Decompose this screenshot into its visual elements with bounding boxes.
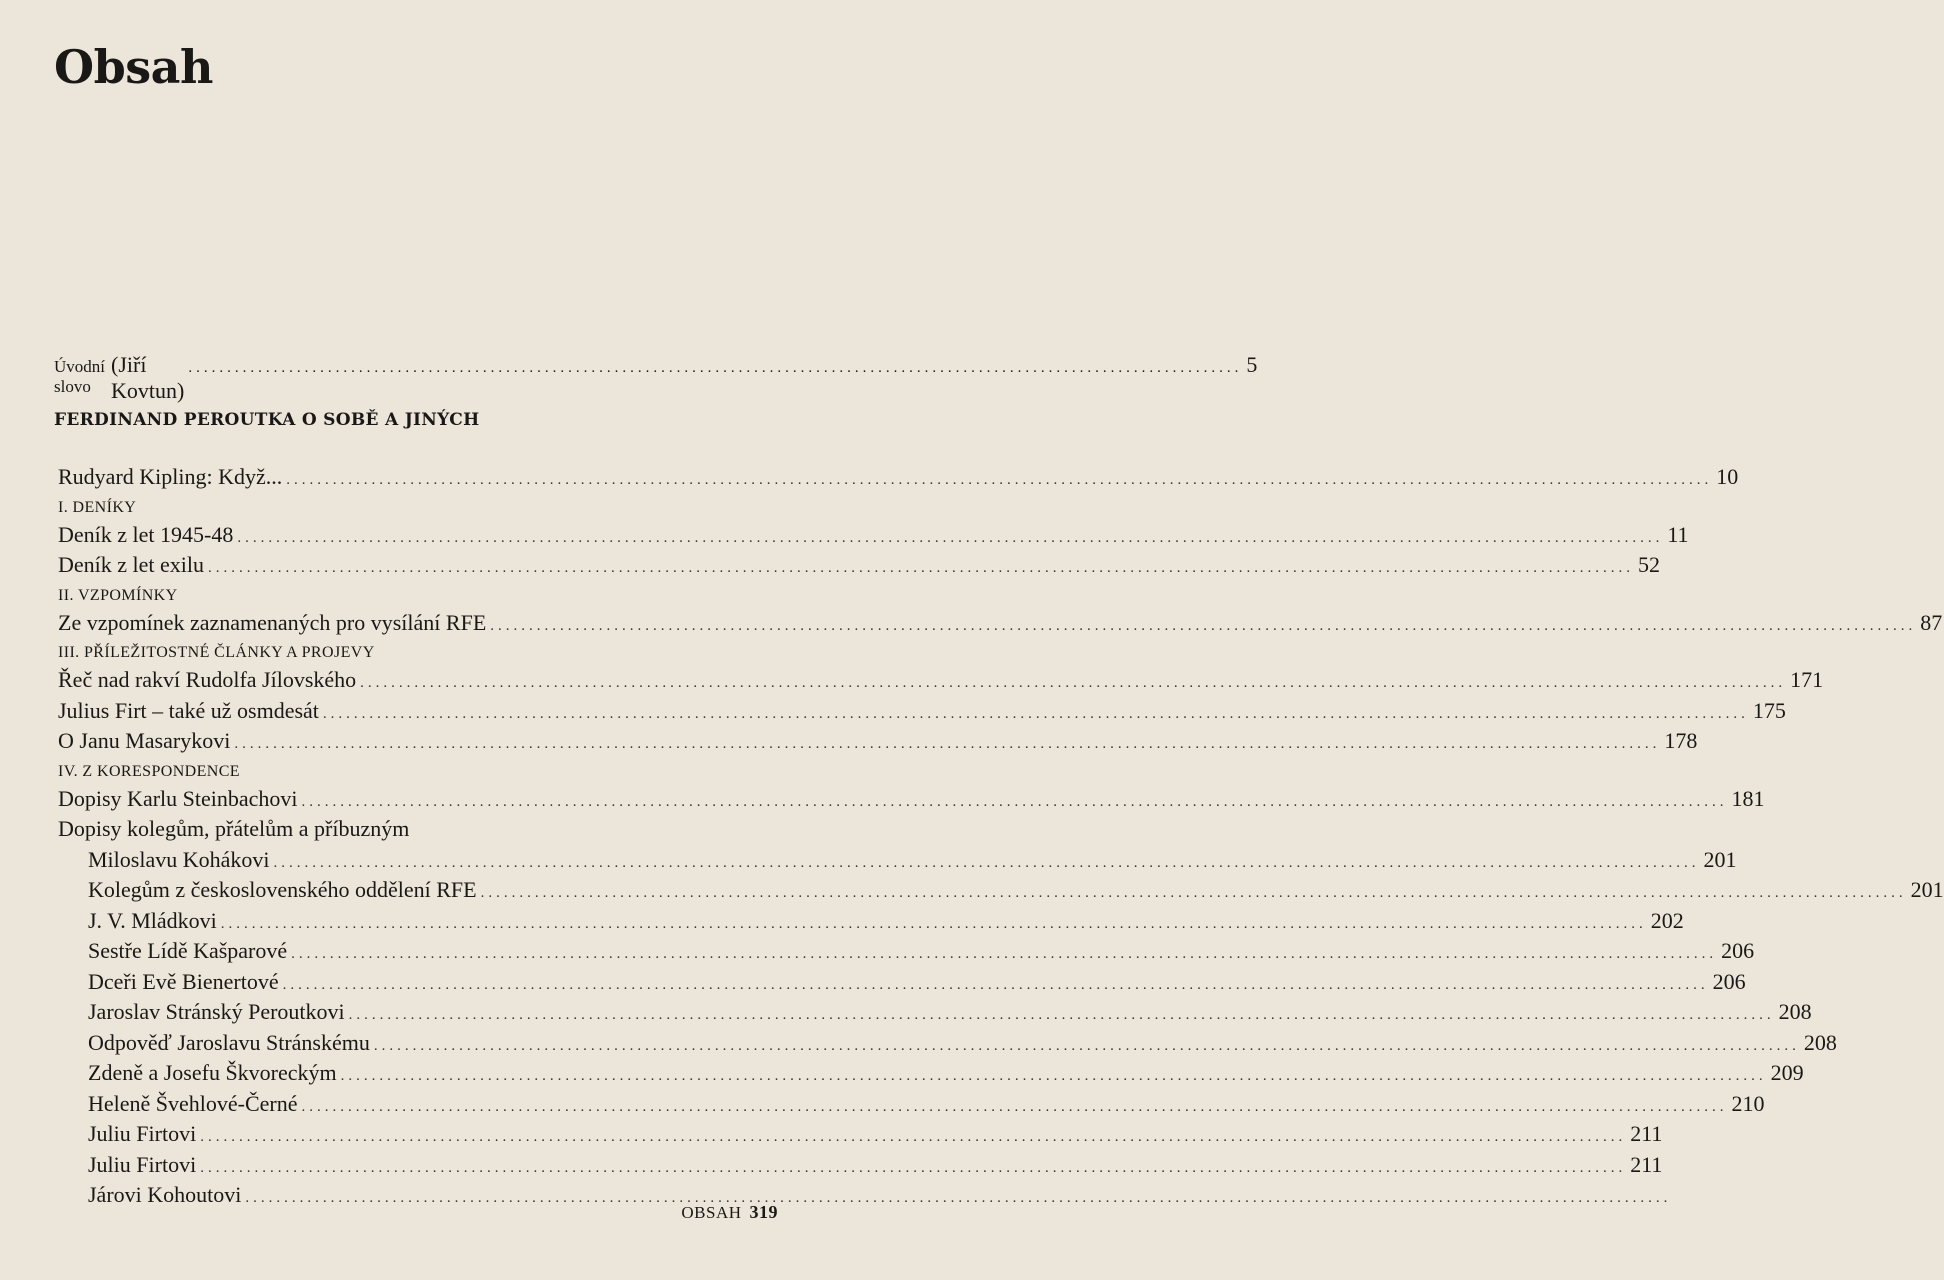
toc-entry-page: 211: [1630, 1151, 1663, 1177]
toc-entry-title: Deník z let exilu: [58, 552, 205, 577]
toc-entry-page: 11: [1667, 521, 1689, 547]
dot-leader: [302, 1092, 1728, 1123]
toc-entry-page: 178: [1664, 728, 1698, 753]
dot-leader: [302, 787, 1728, 818]
dot-leader: [286, 465, 1712, 496]
intro-label: Úvodní slovo: [54, 357, 105, 396]
toc-entry-page: 201: [1910, 877, 1944, 902]
toc-entry[interactable]: [58, 1150, 1663, 1181]
page-footer: [681, 1202, 778, 1223]
intro-page: 5: [1246, 352, 1258, 377]
toc-entry-title: Kolegům z československého oddělení RFE: [88, 877, 477, 902]
dot-leader: [245, 1183, 1671, 1214]
toc-entry[interactable]: [58, 462, 1739, 493]
dot-leader: [481, 878, 1907, 909]
toc-entry[interactable]: [58, 997, 1812, 1028]
toc-entry[interactable]: [58, 906, 1684, 937]
dot-leader: [323, 699, 1749, 730]
toc-entry-page: 209: [1770, 1060, 1804, 1085]
toc-entry[interactable]: [58, 1180, 776, 1211]
toc-entry[interactable]: [58, 936, 1755, 967]
toc-entry-page: 87: [1920, 609, 1943, 635]
toc-entry-title: Odpověď Jaroslavu Stránskému: [88, 1029, 370, 1055]
toc-entry-page: 211: [1630, 1121, 1663, 1146]
toc-entry-page: 52: [1638, 552, 1661, 577]
dot-leader: [341, 1061, 1767, 1092]
page-title: Obsah: [54, 40, 213, 94]
dot-leader: [490, 611, 1916, 642]
toc-entry-title: Juliu Firtovi: [88, 1151, 197, 1177]
toc-group-heading: IV. Z KORESPONDENCE: [58, 762, 240, 780]
toc-entry-title: J. V. Mládkovi: [88, 907, 217, 933]
toc-entry-page: 202: [1650, 907, 1684, 933]
toc-entry-page: 210: [1731, 1090, 1765, 1116]
toc-entry-title: Jaroslav Stránský Peroutkovi: [88, 999, 345, 1024]
intro-author: (Jiří Kovtun): [111, 352, 185, 403]
toc-entry-title: Zdeně a Josefu Škvoreckým: [88, 1060, 337, 1085]
toc-entry[interactable]: [58, 875, 1944, 906]
toc-entry[interactable]: [58, 608, 1943, 639]
toc-entry-page: 208: [1778, 999, 1812, 1024]
toc-entry-page: 175: [1752, 697, 1786, 723]
toc-entry[interactable]: [58, 696, 1786, 727]
dot-leader: [283, 970, 1709, 1001]
toc-entry[interactable]: [58, 1089, 1765, 1120]
toc-entry-title: Dopisy Karlu Steinbachovi: [58, 785, 298, 811]
toc-entry-title: Dopisy kolegům, přátelům a příbuzným: [58, 816, 410, 841]
dot-leader: [221, 909, 1647, 940]
toc-entry[interactable]: [58, 1028, 1837, 1059]
dot-leader: [234, 729, 1660, 760]
toc-entry-title: Sestře Lídě Kašparové: [88, 938, 288, 963]
toc-entry-title: Deník z let 1945-48: [58, 521, 234, 547]
dot-leader: [291, 939, 1717, 970]
toc-entry[interactable]: [58, 520, 1689, 551]
toc-entry-page: 208: [1803, 1029, 1837, 1055]
footer-label: OBSAH: [681, 1203, 742, 1222]
dot-leader: [274, 848, 1700, 879]
toc-entry-page: 206: [1721, 938, 1755, 963]
toc-entry-title: Rudyard Kipling: Když...: [58, 464, 283, 489]
toc-entry-title: Dceři Evě Bienertové: [88, 968, 279, 994]
dot-leader: [374, 1031, 1800, 1062]
toc-entry-title: Ze vzpomínek zaznamenaných pro vysílání RFE: [58, 609, 487, 635]
section-heading: FERDINAND PEROUTKA O SOBĚ A JINÝCH: [54, 410, 480, 430]
toc-entry-page: 10: [1716, 464, 1739, 489]
toc-entry[interactable]: [58, 967, 1746, 998]
dot-leader: [208, 553, 1634, 584]
toc-entry-title: O Janu Masarykovi: [58, 728, 231, 753]
toc-entry[interactable]: [58, 1058, 1804, 1089]
toc-group-heading: III. PŘÍLEŽITOSTNÉ ČLÁNKY A PROJEVY: [58, 644, 375, 661]
toc-entry[interactable]: [58, 1119, 1663, 1150]
dot-leader: [200, 1153, 1626, 1184]
table-of-contents: [58, 462, 1944, 1211]
toc-entry-title: Řeč nad rakví Rudolfa Jílovského: [58, 667, 357, 692]
toc-entry-intro[interactable]: [54, 352, 1258, 404]
toc-entry-title: Heleně Švehlové-Černé: [88, 1090, 298, 1116]
toc-group-heading: I. DENÍKY: [58, 498, 137, 516]
page-number: 319: [749, 1202, 778, 1222]
toc-entry[interactable]: [58, 550, 1661, 581]
toc-entry-page: 171: [1790, 667, 1824, 692]
toc-entry-page: 181: [1731, 785, 1765, 811]
toc-entry[interactable]: [58, 726, 1698, 757]
toc-entry[interactable]: [58, 814, 776, 845]
toc-group-heading: II. VZPOMÍNKY: [58, 586, 178, 604]
toc-entry-page: 206: [1712, 968, 1746, 994]
toc-entry[interactable]: [58, 845, 1737, 876]
dot-leader: [349, 1000, 1775, 1031]
toc-entry-title: Miloslavu Kohákovi: [88, 846, 270, 872]
toc-entry-page: 201: [1703, 846, 1737, 872]
toc-entry-title: Járovi Kohoutovi: [88, 1182, 242, 1207]
dot-leader: [200, 1122, 1626, 1153]
dot-leader: [360, 668, 1786, 699]
toc-entry[interactable]: [58, 784, 1765, 815]
toc-entry-title: Juliu Firtovi: [88, 1121, 197, 1146]
dot-leader: [237, 523, 1663, 554]
dot-leader: ........................................................................................................................................: [188, 360, 1243, 376]
toc-entry[interactable]: [58, 665, 1824, 696]
toc-entry-title: Julius Firt – také už osmdesát: [58, 697, 319, 723]
